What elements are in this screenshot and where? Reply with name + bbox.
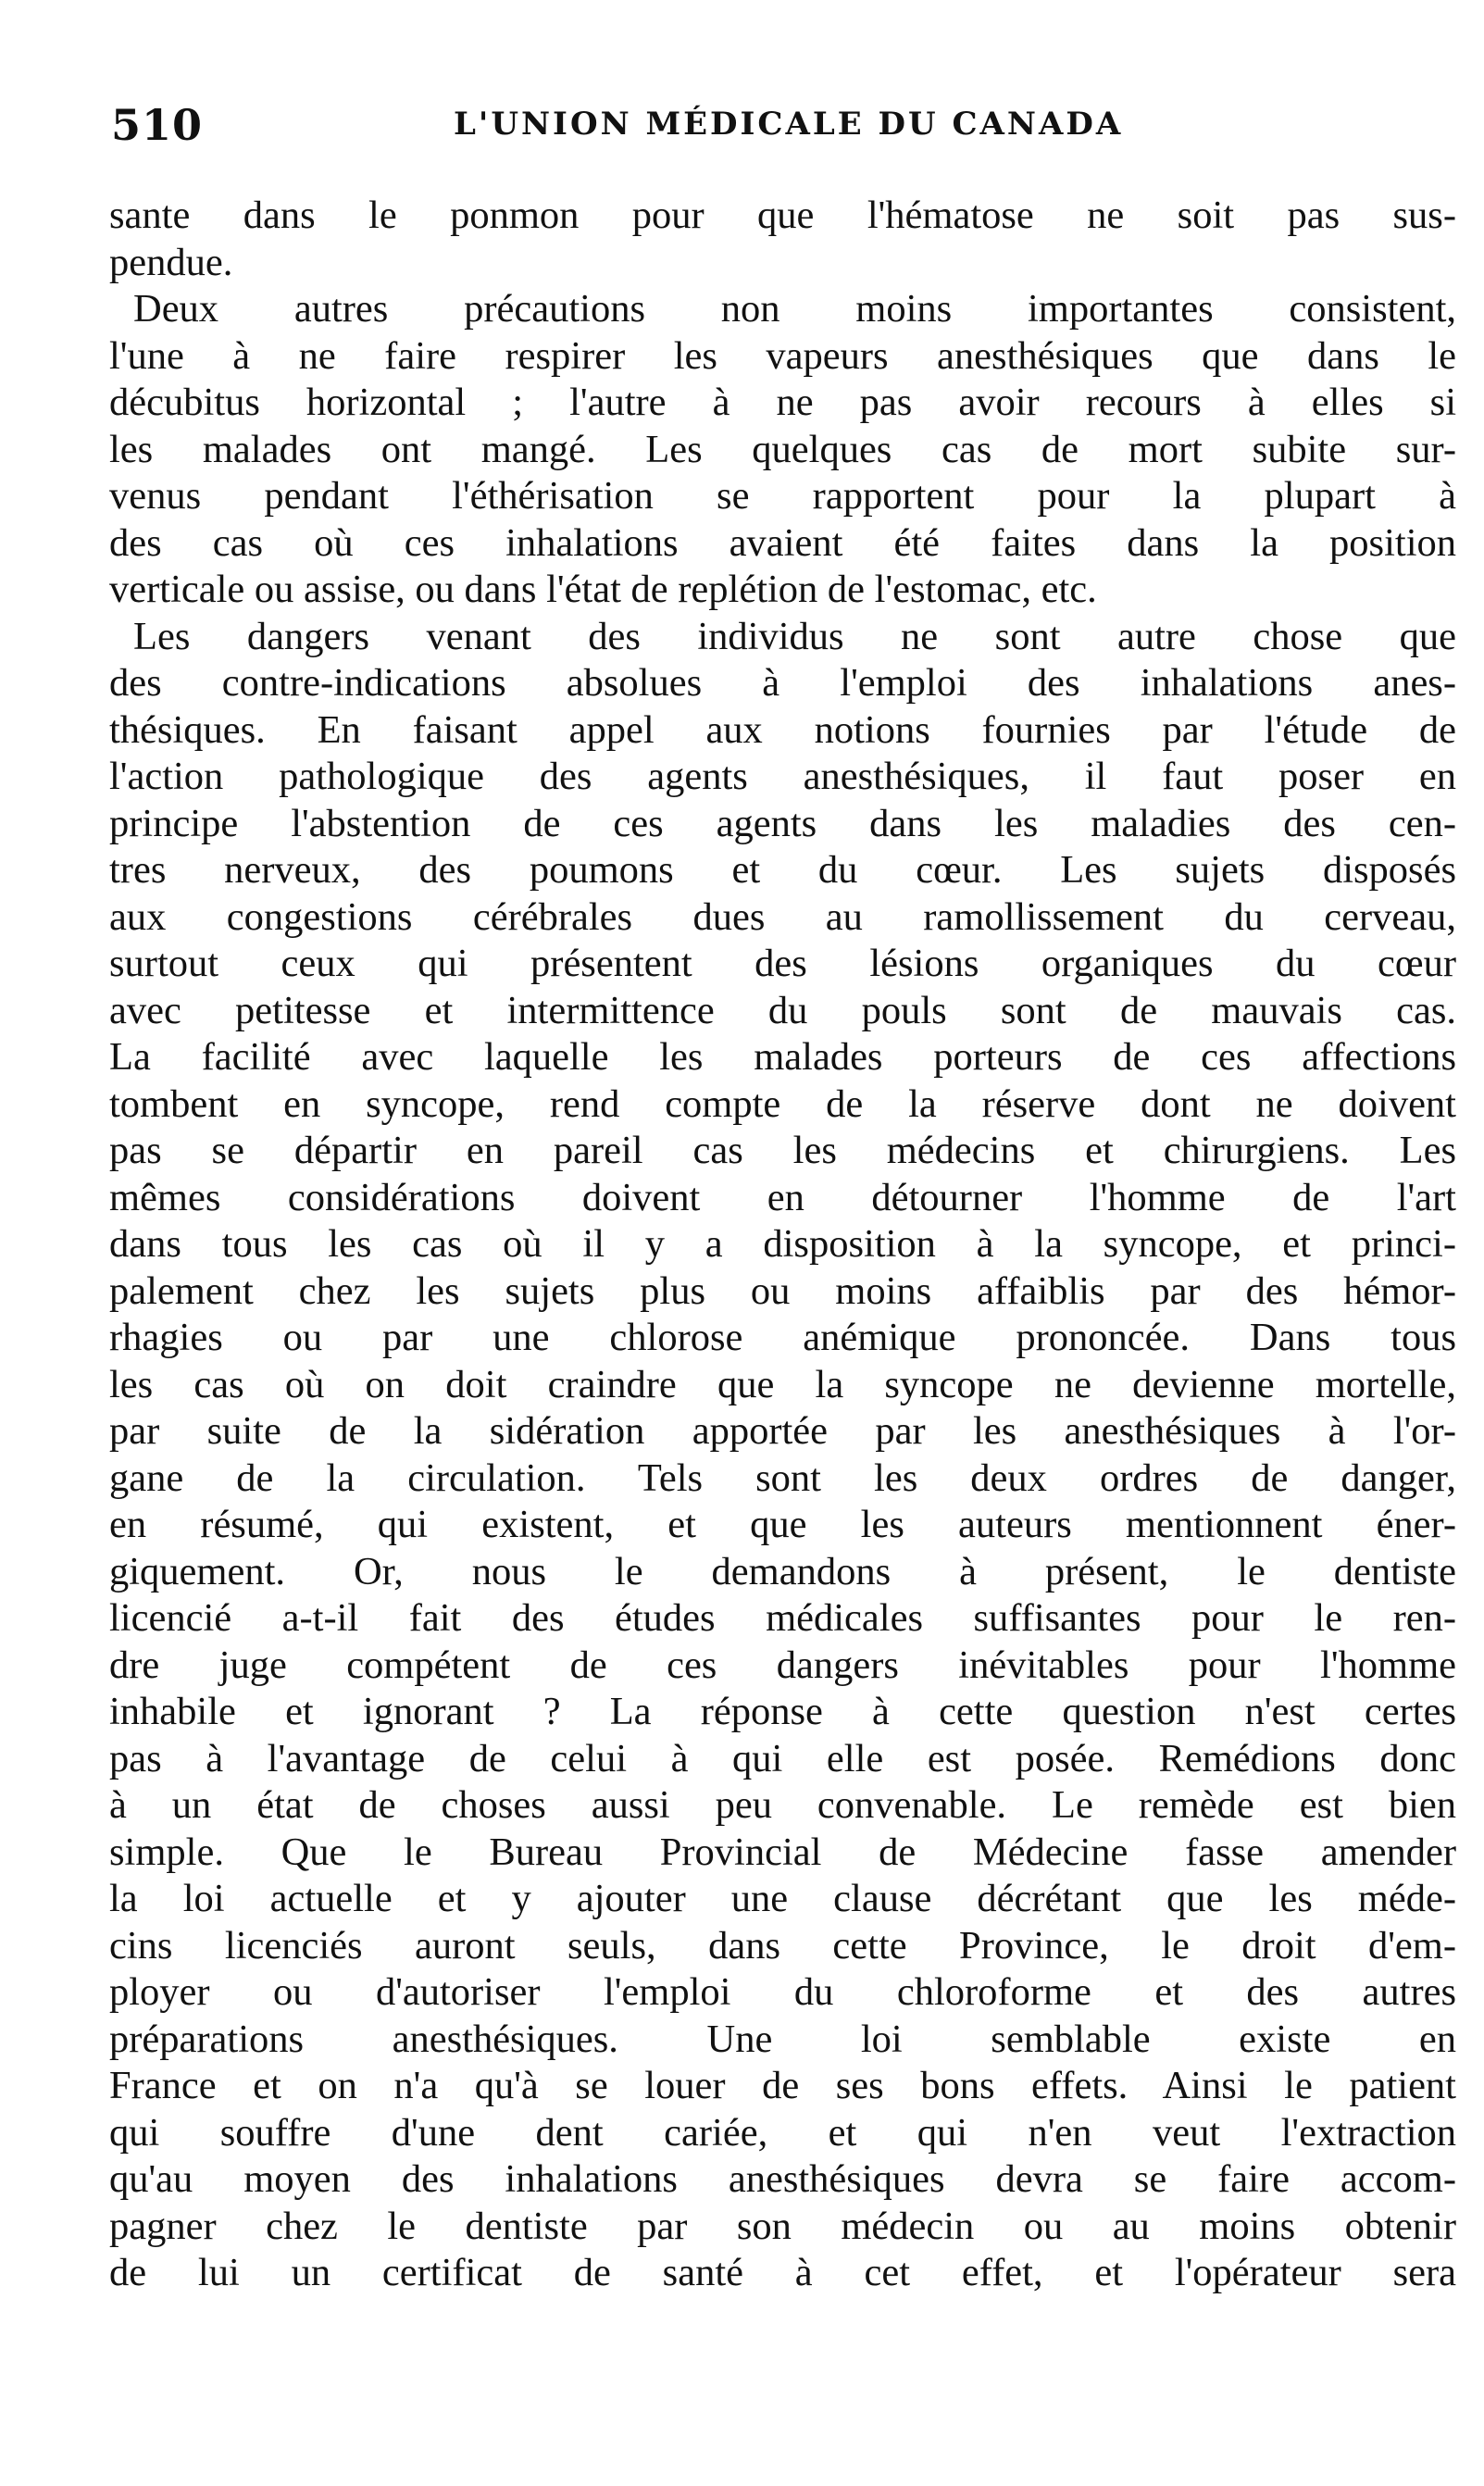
text-line: pas à l'avantage de celui à qui elle est posée. Remédions donc xyxy=(109,1736,1456,1780)
text-line: giquement. Or, nous le demandons à présent, le dentiste xyxy=(109,1549,1456,1593)
text-line: pas se départir en pareil cas les médecins et chirurgiens. Les xyxy=(109,1129,1456,1172)
text-line: qui souffre d'une dent cariée, et qui n'en veut l'extraction xyxy=(109,2110,1456,2155)
text-line: verticale ou assise, ou dans l'état de replétion de l'estomac, etc. xyxy=(109,568,1097,611)
text-line: pagner chez le dentiste par son médecin ou au moins obtenir xyxy=(109,2204,1456,2248)
text-line: palement chez les sujets plus ou moins affaiblis par des hémor- xyxy=(109,1268,1456,1313)
text-line: décubitus horizontal ; l'autre à ne pas avoir recours à elles si xyxy=(109,381,1456,424)
text-line: France et on n'a qu'à se louer de ses bons effets. Ainsi le patient xyxy=(109,2064,1456,2107)
text-line: les cas où on doit craindre que la syncope ne devienne mortelle, xyxy=(109,1362,1456,1406)
text-line: la loi actuelle et y ajouter une clause décrétant que les méde- xyxy=(109,1877,1456,1920)
text-line: La facilité avec laquelle les malades porteurs de ces affections xyxy=(109,1035,1456,1079)
text-line: ployer ou d'autoriser l'emploi du chloroforme et des autres xyxy=(109,1970,1456,2014)
text-line: principe l'abstention de ces agents dans les maladies des cen- xyxy=(109,801,1456,845)
text-line: surtout ceux qui présentent des lésions organiques du cœur xyxy=(109,942,1456,985)
text-line: l'une à ne faire respirer les vapeurs anesthésiques que dans le xyxy=(109,333,1456,378)
body-text xyxy=(109,193,1456,2297)
text-line: avec petitesse et intermittence du pouls sont de mauvais cas. xyxy=(109,988,1456,1032)
text-line: inhabile et ignorant ? La réponse à cette question n'est certes xyxy=(109,1690,1456,1733)
text-line: tres nerveux, des poumons et du cœur. Les sujets disposés xyxy=(109,848,1456,892)
text-line: l'action pathologique des agents anesthésiques, il faut poser en xyxy=(109,755,1456,798)
text-line: des cas où ces inhalations avaient été faites dans la position xyxy=(109,520,1456,565)
text-line: mêmes considérations doivent en détourner l'homme de l'art xyxy=(109,1175,1456,1219)
text-line: licencié a-t-il fait des études médicales suffisantes pour le ren- xyxy=(109,1596,1456,1640)
journal-title: L'UNION MÉDICALE DU CANADA xyxy=(454,106,1124,143)
text-line: aux congestions cérébrales dues au ramollissement du cerveau, xyxy=(109,894,1456,939)
text-line: venus pendant l'éthérisation se rapportent pour la plupart à xyxy=(109,474,1456,518)
text-line: en résumé, qui existent, et que les auteurs mentionnent éner- xyxy=(109,1503,1456,1546)
text-line: simple. Que le Bureau Provincial de Médecine fasse amender xyxy=(109,1830,1456,1874)
page-number: 510 xyxy=(111,100,204,150)
text-line: Deux autres précautions non moins importantes consistent, xyxy=(133,287,1456,331)
text-line: par suite de la sidération apportée par les anesthésiques à l'or- xyxy=(109,1409,1456,1453)
text-line: Les dangers venant des individus ne sont autre chose que xyxy=(133,614,1456,658)
text-line: les malades ont mangé. Les quelques cas de mort subite sur- xyxy=(109,427,1456,471)
text-line: préparations anesthésiques. Une loi semblable existe en xyxy=(109,2017,1456,2061)
text-line: cins licenciés auront seuls, dans cette Province, le droit d'em- xyxy=(109,1923,1456,1968)
text-line: sante dans le ponmon pour que l'hématose ne soit pas sus- xyxy=(109,194,1456,237)
text-line: des contre-indications absolues à l'emploi des inhalations anes- xyxy=(109,661,1456,705)
text-line: tombent en syncope, rend compte de la réserve dont ne doivent xyxy=(109,1081,1456,1126)
text-line: gane de la circulation. Tels sont les deux ordres de danger, xyxy=(109,1455,1456,1500)
text-line: rhagies ou par une chlorose anémique prononcée. Dans tous xyxy=(109,1316,1456,1359)
text-line: dre juge compétent de ces dangers inévitables pour l'homme xyxy=(109,1643,1456,1687)
running-head xyxy=(111,100,1481,174)
text-line: pendue. xyxy=(109,240,233,284)
text-line: qu'au moyen des inhalations anesthésiques devra se faire accom- xyxy=(109,2157,1456,2201)
text-line: dans tous les cas où il y a disposition à la syncope, et princi- xyxy=(109,1222,1456,1266)
text-line: thésiques. En faisant appel aux notions fournies par l'étude de xyxy=(109,707,1456,752)
text-line: de lui un certificat de santé à cet effet, et l'opérateur sera xyxy=(109,2251,1456,2294)
text-line: à un état de choses aussi peu convenable. Le remède est bien xyxy=(109,1783,1456,1827)
